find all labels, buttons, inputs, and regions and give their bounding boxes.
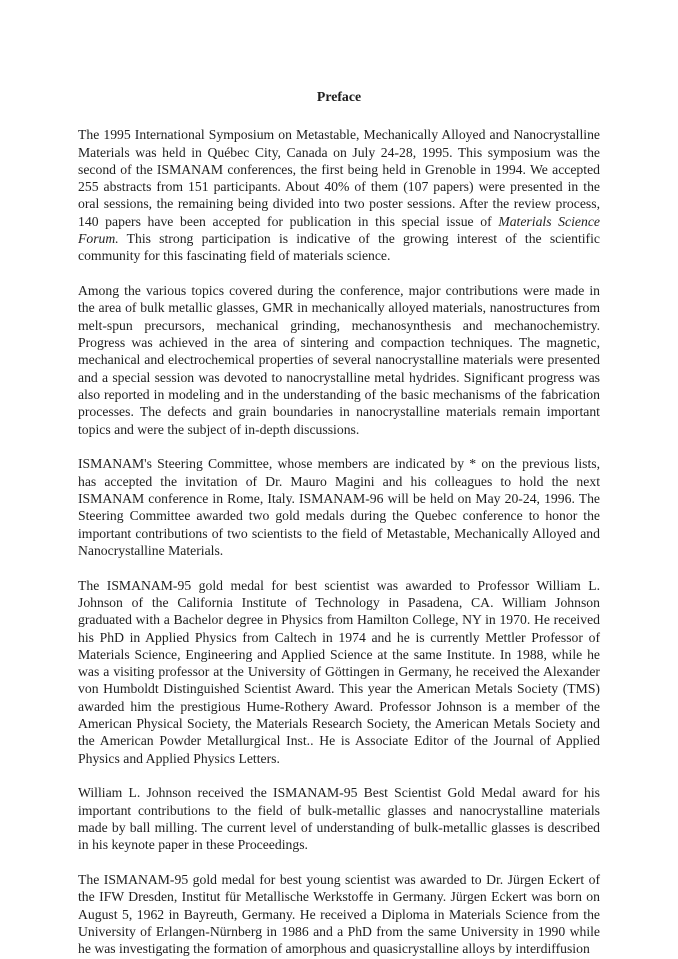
page-title: Preface bbox=[316, 89, 362, 104]
text-line: The ISMANAM-95 gold medal for best young scientist was awarded to Dr. Jürgen Eckert of bbox=[78, 872, 600, 888]
text-line: Physics and Applied Physics Letters. bbox=[78, 750, 280, 766]
text-line: and a special session was devoted to nanocrystalline metal hydrides. Significant progress was bbox=[78, 369, 600, 385]
text-line: awarded him the prestigious Hume-Rothery Award. Professor Johnson is a member of the bbox=[78, 698, 600, 714]
text-line: he was investigating the formation of amorphous and quasicrystalline alloys by interdiffusion bbox=[78, 941, 590, 957]
text-line: The 1995 International Symposium on Metastable, Mechanically Alloyed and Nanocrystalline bbox=[78, 127, 600, 143]
text-line: has accepted the invitation of Dr. Mauro Magini and his colleagues to hold the next bbox=[78, 473, 600, 489]
paragraph bbox=[78, 784, 600, 853]
text-line: also reported in modeling and in the understanding of the basic mechanisms of the fabrication bbox=[78, 386, 600, 402]
paragraph bbox=[78, 455, 600, 559]
text-line: University of Erlangen-Nürnberg in 1986 and a PhD from the same University in 1990 while bbox=[78, 923, 600, 939]
paragraph bbox=[78, 126, 600, 264]
text-line: Progress was achieved in the area of sintering and compaction techniques. The magnetic, bbox=[78, 335, 600, 351]
paragraph bbox=[78, 282, 600, 438]
text-line: 140 papers have been accepted for publication in this special issue of Materials Science bbox=[78, 213, 600, 229]
text-line: The ISMANAM-95 gold medal for best scientist was awarded to Professor William L. bbox=[78, 577, 600, 593]
text-line: was a visiting professor at the University of Göttingen in Germany, he received the Alexander bbox=[78, 664, 600, 680]
text-line: Among the various topics covered during the conference, major contributions were made in bbox=[78, 283, 600, 299]
text-line: mechanical and electrochemical properties of several nanocrystalline materials were presented bbox=[78, 352, 600, 368]
text-line: important contributions of two scientists to the field of Metastable, Mechanically Alloyed and bbox=[78, 525, 600, 541]
text-line: his PhD in Applied Physics from Caltech in 1974 and he is currently Mettler Professor of bbox=[78, 629, 600, 645]
text-line: Nanocrystalline Materials. bbox=[78, 542, 224, 558]
text-line: oral sessions, the remaining being divided into two poster sessions. After the review process, bbox=[78, 196, 600, 212]
text-line: processes. The defects and grain boundaries in nanocrystalline materials remain important bbox=[78, 404, 600, 420]
text-line: the IFW Dresden, Institut für Metallische Werkstoffe in Germany. Jürgen Eckert was born on bbox=[78, 889, 600, 905]
paragraph bbox=[78, 577, 600, 767]
text-line: graduated with a Bachelor degree in Physics from Hamilton College, NY in 1970. He received bbox=[78, 612, 600, 628]
text-line: made by ball milling. The current level of understanding of bulk-metallic glasses is described bbox=[78, 819, 600, 835]
text-line: topics and were the subject of in-depth discussions. bbox=[78, 421, 360, 437]
text-line: Johnson of the California Institute of Technology in Pasadena, CA. William Johnson bbox=[78, 594, 600, 610]
text-line: the American Powder Metallurgical Inst.. He is Associate Editor of the Journal of Applied bbox=[78, 733, 600, 749]
text-line: August 5, 1962 in Bayreuth, Germany. He received a Diploma in Materials Science from the bbox=[78, 906, 600, 922]
text-line: second of the ISMANAM conferences, the first being held in Grenoble in 1994. We accepted bbox=[78, 161, 600, 177]
text-line: community for this fascinating field of materials science. bbox=[78, 248, 391, 264]
text-line: American Physical Society, the Materials Research Society, the American Metals Society and bbox=[78, 716, 600, 731]
text-line: von Humboldt Distinguished Scientist Award. This year the American Metals Society (TMS) bbox=[78, 681, 600, 697]
text-line: Materials Science, Engineering and Applied Science at the same Institute. In 1988, while he bbox=[78, 646, 600, 662]
text-line: important contributions to the field of bulk-metallic glasses and nanocrystalline materials bbox=[78, 802, 600, 818]
text-line: Materials was held in Québec City, Canada on July 24-28, 1995. This symposium was the bbox=[78, 144, 600, 160]
text-line: in his keynote paper in these Proceedings. bbox=[78, 837, 308, 853]
text-line: melt-spun precursors, mechanical grinding, mechanosynthesis and mechanochemistry. bbox=[78, 317, 600, 333]
text-line: Forum. This strong participation is indicative of the growing interest of the scientific bbox=[78, 231, 600, 247]
text-line: Steering Committee awarded two gold medals during the Quebec conference to honor the bbox=[78, 508, 600, 524]
paragraph bbox=[78, 871, 600, 957]
text-line: the area of bulk metallic glasses, GMR in mechanically alloyed materials, nanostructures from bbox=[78, 300, 600, 316]
preface-body bbox=[78, 126, 600, 957]
preface-page bbox=[78, 88, 600, 958]
text-line: ISMANAM conference in Rome, Italy. ISMANAM-96 will be held on May 20-24, 1996. The bbox=[78, 490, 600, 506]
text-line: 255 abstracts from 151 participants. About 40% of them (107 papers) were presented in the bbox=[78, 179, 600, 195]
text-line: ISMANAM's Steering Committee, whose members are indicated by * on the previous lists, bbox=[78, 456, 600, 472]
text-line: William L. Johnson received the ISMANAM-95 Best Scientist Gold Medal award for his bbox=[78, 785, 600, 801]
